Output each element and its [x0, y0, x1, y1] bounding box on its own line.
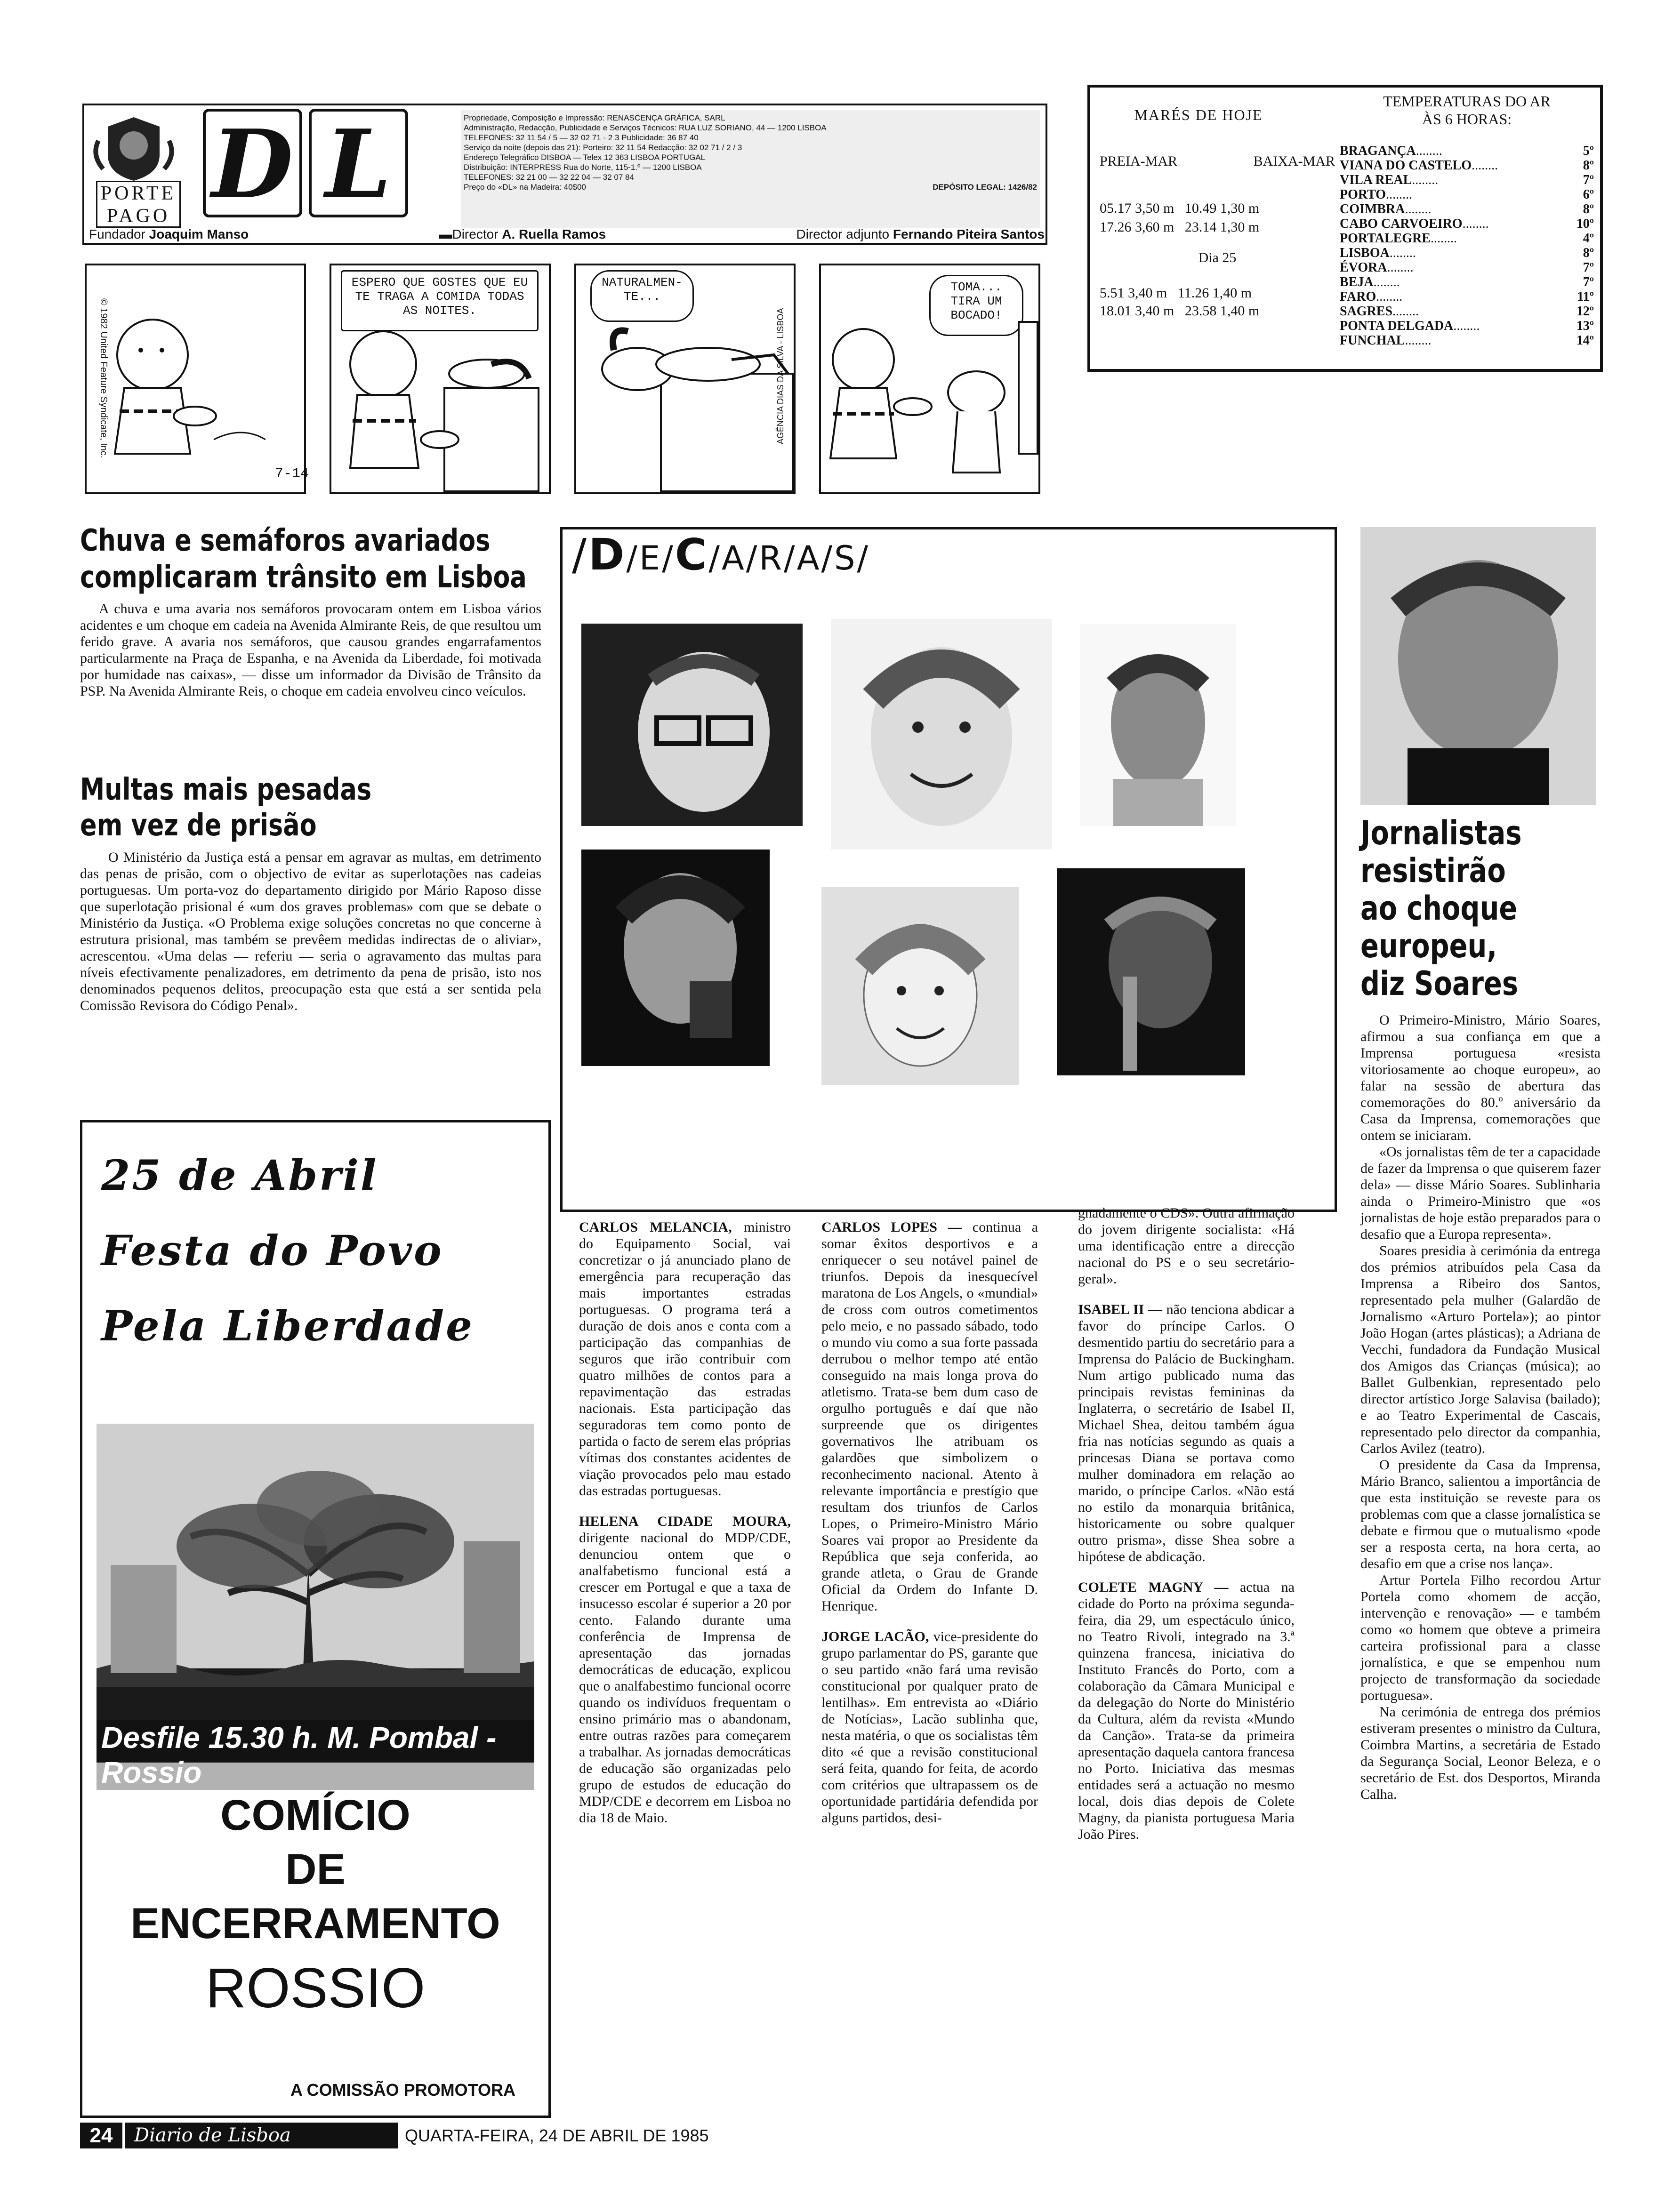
speech-balloon: TOMA... TIRA UM BOCADO!: [929, 275, 1023, 336]
article-chuva-title: Chuva e semáforos avariados complicaram trânsito em Lisboa: [80, 523, 527, 595]
temperature-row: PORTALEGRE ........ 4º: [1340, 231, 1594, 246]
crowd-tree-photo: [97, 1424, 534, 1789]
article-soares-body: [1360, 1012, 1601, 1803]
paragraph: Na cerimónia de entrega dos prémios estiveram presentes o ministro da Cultura, Coimbra Martins, a secretária de Estado da Segurança Social, Leonor Beleza, e o secretário de Est. dos Desportos, Miranda Calha.: [1360, 1704, 1601, 1802]
temperature-value: 10º: [1576, 216, 1594, 231]
svg-text:D: D: [211, 109, 293, 220]
speech-balloon: NATURALMEN-TE...: [590, 270, 694, 322]
info-line: Administração, Redacção, Publicidade e Serviços Técnicos: RUA LUZ SORIANO, 44 — 1200 LISBOA: [464, 123, 827, 132]
city-name: PORTALEGRE: [1340, 231, 1431, 246]
comic-strip: [85, 264, 1064, 499]
city-name: SAGRES: [1340, 304, 1393, 319]
info-line: Distribuição: INTERPRESS Rua do Norte, 115-1.º — 1200 LISBOA: [464, 163, 702, 172]
article-soares: [1360, 814, 1601, 1803]
paragraph: O presidente da Casa da Imprensa, Mário Branco, salientou a importância de que esta instituição se reveste para os problemas com que a classe jornalística se debate e firmou que o mutualismo «pode ser a resposta certa, na hora certa, ao desafio em que a crise nos lança».: [1360, 1457, 1601, 1571]
photo-isabel-ii: [821, 887, 1019, 1085]
page-footer: [80, 2123, 763, 2148]
city-name: COIMBRA: [1340, 202, 1405, 216]
page-number: 24: [80, 2123, 122, 2148]
porte-pago-stamp: [96, 181, 181, 228]
article-chuva-body: A chuva e uma avaria nos semáforos provocaram ontem em Lisboa vários acidentes e um choque em cadeia na Avenida Almirante Reis, de que resultou um ferido grave. A avaria nos semáforos, que causou grandes engarrafamentos particularmente na Praça de Espanha, e na Avenida da Liberdade, foi motivada por humidade nas caixas», — disse um informador da Divisão de Trânsito da PSP. Na Avenida Almirante Reis, o choque em cadeia envolveu cinco veículos.: [80, 601, 541, 699]
city-name: FARO: [1340, 289, 1376, 304]
temperature-row: SAGRES ........ 12º: [1340, 304, 1594, 319]
temperature-value: 7º: [1583, 275, 1594, 289]
decaras-col-1: [579, 1219, 791, 1826]
photo-carlos-melancia: [581, 624, 803, 826]
deposito-legal: DEPÓSITO LEGAL: 1426/82: [933, 183, 1037, 192]
comic-panel-4: [819, 264, 1040, 494]
paragraph: Artur Portela Filho recordou Artur Portela como «homem de acção, intervenção e renovação» — e também como «o homem que obteve a primeira carteira profissional para a classe jornalística, e que se empenhou num projecto de transformação da sociedade portuguesa».: [1360, 1572, 1601, 1703]
info-line: Preço do «DL» na Madeira: 40$00: [464, 183, 586, 192]
photo-helena-cidade-moura: [831, 619, 1052, 850]
tide-row: 05.17 3,50 m 10.49 1,30 m: [1100, 200, 1260, 216]
decaras-section: [560, 527, 1337, 1212]
temperature-row: BEJA ........ 7º: [1340, 275, 1594, 289]
decaras-title: /D/E/C/A/R/A/S/: [572, 529, 870, 580]
decaras-item-lacao: JORGE LACÃO, vice-presidente do grupo parlamentar do PS, garante que o seu partido «não fará uma revisão constitucional por qualquer prato de lentilhas». Em entrevista ao «Diário de Notícias», Lacão sublinha que, nesta matéria, o que os socialistas têm dito «é que a revisão constitucional será feita, quando for feita, de acordo com critérios que ultrapassem os de oportunidade partidária defendida por alguns partidos, desi-: [821, 1629, 1038, 1826]
temperature-value: 14º: [1576, 333, 1594, 348]
photo-mario-soares: [1360, 527, 1596, 805]
temperature-value: 4º: [1583, 231, 1594, 246]
article-chuva: [80, 522, 541, 699]
photo-jorge-lacao: [581, 850, 770, 1066]
temperature-value: 13º: [1576, 319, 1594, 333]
paper-name: Diario de Lisboa: [125, 2123, 398, 2148]
fundador-name: Joaquim Manso: [149, 227, 249, 241]
info-line: Endereço Telegráfico DISBOA — Telex 12 363 LISBOA PORTUGAL: [464, 153, 706, 162]
masthead-credits: Fundador Joaquim Manso ▬Director A. Ruella Ramos Director adjunto Fernando Piteira Santos: [89, 227, 1045, 241]
svg-text:L: L: [325, 109, 392, 220]
temperature-value: 8º: [1583, 158, 1594, 173]
fundador-label: Fundador: [89, 227, 145, 241]
decaras-item-lacao-cont: gnadamente o CDS». Outra afirmação do jovem dirigente socialista: «Há uma identificação entre a direcção nacional do PS e o seu secretário-geral».: [1078, 1205, 1295, 1287]
info-line: Serviço da noite (depois das 21): Porteiro: 32 11 54 Redacção: 32 02 71 / 2 / 3: [464, 143, 742, 152]
comic-copyright: © 1982 United Feature Syndicate, Inc.: [98, 298, 109, 458]
tide-row: 5.51 3,40 m 11.26 1,40 m: [1100, 285, 1252, 301]
director-label: Director: [452, 227, 499, 241]
temperature-value: 5º: [1583, 144, 1594, 158]
coat-of-arms-icon: [89, 112, 178, 183]
adjunto-name: Fernando Piteira Santos: [893, 227, 1045, 241]
city-name: VIANA DO CASTELO: [1340, 158, 1472, 173]
temperature-row: COIMBRA ........ 8º: [1340, 202, 1594, 216]
info-line: TELEFONES: 32 21 00 — 32 22 04 — 32 07 84: [464, 173, 634, 182]
temperature-row: BRAGANÇA ........ 5º: [1340, 144, 1594, 158]
city-name: LISBOA: [1340, 246, 1390, 260]
decaras-item-helena: HELENA CIDADE MOURA, dirigente nacional do MDP/CDE, denunciou ontem que o analfabetismo funcional está a crescer em Portugal e que a taxa de insucesso escolar é superior a 20 por cento. Falando durante uma conferência de Imprensa de apresentação das jornadas democráticas de educação, explicou que o analfabestimo funcional ocorre quando os indivíduos frequentam o ensino primário mas o abandonam, entre outras razões para começarem a trabalhar. As jornadas democráticas de educação são organizadas pelo grupo de estudos de educação do MDP/CDE e decorrem em Lisboa no dia 18 de Maio.: [579, 1514, 791, 1826]
ad-line-1: 25 de Abril: [101, 1151, 378, 1200]
tides-header: [1100, 153, 1335, 169]
comic-date: 7-14: [275, 466, 309, 482]
city-name: PONTA DELGADA: [1340, 319, 1454, 333]
city-name: PORTO: [1340, 187, 1386, 202]
comic-agency: AGÊNCIA DIAS DA SILVA - LISBOA: [776, 308, 785, 444]
tides-title: MARÉS DE HOJE: [1134, 106, 1263, 123]
temperature-row: PORTO ........ 6º: [1340, 187, 1594, 202]
article-multas-title: Multas mais pesadas em vez de prisão: [80, 772, 372, 843]
comic-panel-1: [85, 264, 309, 494]
ad-line-2: Festa do Povo: [101, 1226, 443, 1275]
preia-mar-label: PREIA-MAR: [1100, 153, 1178, 169]
temperature-row: VILA REAL ........ 7º: [1340, 173, 1594, 187]
photo-carlos-lopes: [1080, 624, 1236, 826]
temperature-value: 8º: [1583, 202, 1594, 216]
temperatures-title: TEMPERATURAS DO AR ÀS 6 HORAS:: [1383, 93, 1551, 128]
ad-de: DE: [285, 1845, 346, 1893]
temperature-row: PONTA DELGADA ........ 13º: [1340, 319, 1594, 333]
issue-date: QUARTA-FEIRA, 24 DE ABRIL DE 1985: [405, 2126, 709, 2145]
tide-row: 18.01 3,40 m 23.58 1,40 m: [1100, 303, 1260, 319]
tide-row: 17.26 3,60 m 23.14 1,30 m: [1100, 219, 1260, 235]
city-name: VILA REAL: [1340, 173, 1412, 187]
temperature-value: 8º: [1583, 246, 1594, 260]
ad-line-3: Pela Liberdade: [101, 1301, 475, 1350]
ad-comicio: COMÍCIO: [220, 1791, 410, 1839]
photo-colete-magny: [1057, 868, 1245, 1075]
temperature-row: FARO ........ 11º: [1340, 289, 1594, 304]
publisher-info: [461, 110, 1040, 228]
decaras-col-3: [1078, 1205, 1295, 1843]
article-multas-body: O Ministério da Justiça está a pensar em agravar as multas, em detrimento das penas de prisão, com o objectivo de evitar as superlotações nas cadeias portuguesas. Um porta-voz do departamento dirigido por Mário Raposo disse que superlotação prisional é «um dos graves problemas» com que se debate o Ministério da Justiça. «O Problema exige soluções concretas no que concerne à estrutura prisional, mas também se prevêem medidas indirectas de o aliviar», acrescentou. «Uma delas — referiu — seria o agravamento das multas para níveis efectivamente penalizadores, em detrimento da pena de prisão, isto nos denominados pequenos delitos, preocupação esta que está a ser sentida pela Comissão Revisora do Código Penal».: [80, 850, 541, 1013]
paragraph: Soares presidia à cerimónia da entrega dos prémios atribuídos pela Casa da Imprensa a Ribeiro dos Santos, representado pela mulher (Galardão de Jornalismo «Arturo Portela»); ao pintor João Hogan (artes plásticas); a Adriana de Vecchi, fundadora da Fundação Musical dos Amigos das Crianças (música); ao Ballet Gulbenkian, representado pelo director artístico Jorge Salavisa (bailado); e ao Teatro Experimental de Cascais, representado pelo director da companhia, Carlos Avilez (teatro).: [1360, 1243, 1601, 1456]
decaras-item-melancia: CARLOS MELANCIA, ministro do Equipamento Social, vai concretizar o já anunciado plano de emergência para recuperação das mais importantes estradas portuguesas. O programa terá a duração de dois anos e conta com a participação das companhias de seguros que irão contribuir com quatro milhões de contos para a repavimentação das estradas nacionais. Esta participação das seguradoras tem como ponto de partida o facto de serem elas próprias vítimas dos constantes acidentes de viação provocados pelo mau estado das estradas portuguesas.: [579, 1219, 791, 1499]
pago-label: PAGO: [106, 205, 170, 227]
ad-promotora: A COMISSÃO PROMOTORA: [290, 2080, 515, 2100]
tides-temperatures-box: [1087, 85, 1603, 372]
ad-encerramento: ENCERRAMENTO: [130, 1899, 500, 1948]
temperature-row: ÉVORA ........ 7º: [1340, 260, 1594, 275]
ad-rossio: ROSSIO: [205, 1956, 426, 2020]
temperature-value: 12º: [1576, 304, 1594, 319]
decaras-item-lopes: CARLOS LOPES — continua a somar êxitos desportivos e a enriquecer o seu notável painel de triunfos. Depois da inesquecível maratona de Los Angels, o «mundial» de cross com outros cometimentos pelo meio, e no passado sábado, todo o mundo viu como a sua forte passada derrubou o melhor tempo até então conseguido na mais longa prova do atletismo. Trata-se bem dum caso de orgulho português e daí que não surpreende que os dirigentes governativos lhe atribuam os galardões que simbolizem o reconhecimento nacional. Atento à relevante importância e prestígio que resultam dos triunfos de Carlos Lopes, o Primeiro-Ministro Mário Soares vai propor ao Presidente da República que seja conferida, ao grande atleta, o Grau de Grande Oficial da Ordem do Infante D. Henrique.: [821, 1219, 1038, 1614]
speech-balloon: ESPERO QUE GOSTES QUE EU TE TRAGA A COMIDA TODAS AS NOITES.: [341, 270, 539, 331]
city-name: BEJA: [1340, 275, 1374, 289]
info-line: TELEFONES: 32 11 54 / 5 — 32 02 71 - 2 3 Publicidade: 36 87 40: [464, 133, 699, 142]
porte-label: PORTE: [100, 183, 177, 204]
tide-day-label: Dia 25: [1198, 250, 1237, 265]
temperature-value: 6º: [1583, 187, 1594, 202]
decaras-item-magny: COLETE MAGNY — actua na cidade do Porto na próxima segunda-feira, dia 29, um espectáculo único, no Teatro Rivoli, integrado na 3.ª quinzena francesa, iniciativa do Instituto Francês do Porto, com a colaboração da Câmara Municipal e da delegação do Norte do Ministério da Cultura, além da revista «Mundo da Canção». Trata-se da primeira apresentação daquela cantora francesa no Porto. Iniciativa das mesmas entidades será a actuação no mesmo local, dois dias depois de Colete Magny, da pianista portuguesa Maria João Pires.: [1078, 1579, 1295, 1842]
dl-logo: [202, 108, 409, 218]
baixa-mar-label: BAIXA-MAR: [1253, 153, 1335, 169]
comic-panel-3: [574, 264, 796, 494]
article-multas: [80, 772, 541, 1014]
temperature-row: LISBOA ........ 8º: [1340, 246, 1594, 260]
info-line: Propriedade, Composição e Impressão: RENASCENÇA GRÁFICA, SARL: [464, 113, 725, 122]
temperature-value: 7º: [1583, 173, 1594, 187]
decaras-item-isabel: ISABEL II — não tenciona abdicar a favor do príncipe Carlos. O desmentido partiu do secretário para a Imprensa do Palácio de Buckingham. Num artigo publicado numa das principais revistas femininas da Inglaterra, o secretário de Isabel II, Michael Shea, deitou também água fria nas notícias segundo as quais a princesas Diana se portava como mulher dominadora em relação ao marido, o príncipe Carlos. «Não está no estilo da monarquia britânica, historicamente ou sobre qualquer outro prisma», disse Shea sobre a hipótese de abdicação.: [1078, 1302, 1295, 1564]
temperature-value: 7º: [1583, 260, 1594, 275]
city-name: BRAGANÇA: [1340, 144, 1416, 158]
article-soares-title: Jornalistas resistirão ao choque europeu, diz Soares: [1360, 814, 1522, 1003]
director-name: A. Ruella Ramos: [502, 227, 606, 241]
temperature-row: FUNCHAL ........ 14º: [1340, 333, 1594, 348]
city-name: CABO CARVOEIRO: [1340, 216, 1463, 231]
ad-parade-text: Desfile 15.30 h. M. Pombal - Rossio: [97, 1720, 534, 1790]
temperature-value: 11º: [1577, 289, 1594, 304]
city-name: ÉVORA: [1340, 260, 1387, 275]
paragraph: «Os jornalistas têm de ter a capacidade de fazer da Imprensa o que quiserem fazer dela» — disse Mário Soares. Sublinharia ainda o Primeiro-Ministro que «os jornalistas de hoje estão preparados para o desafio que a Europa representa».: [1360, 1144, 1601, 1242]
comic-panel-2: [330, 264, 551, 494]
adjunto-label: Director adjunto: [796, 227, 890, 241]
paragraph: O Primeiro-Ministro, Mário Soares, afirmou a sua confiança em que a Imprensa portuguesa «resista vitoriosamente ao choque europeu», ao falar na sessão de abertura das comemorações do 80.º aniversário da Casa da Imprensa, comemorações que ontem se iniciaram.: [1360, 1012, 1601, 1143]
ad-25-abril: [80, 1120, 551, 2118]
masthead: [82, 104, 1047, 245]
temperature-row: VIANA DO CASTELO ........ 8º: [1340, 158, 1594, 173]
city-name: FUNCHAL: [1340, 333, 1405, 348]
temperature-row: CABO CARVOEIRO ........ 10º: [1340, 216, 1594, 231]
decaras-col-2: [821, 1219, 1038, 1826]
